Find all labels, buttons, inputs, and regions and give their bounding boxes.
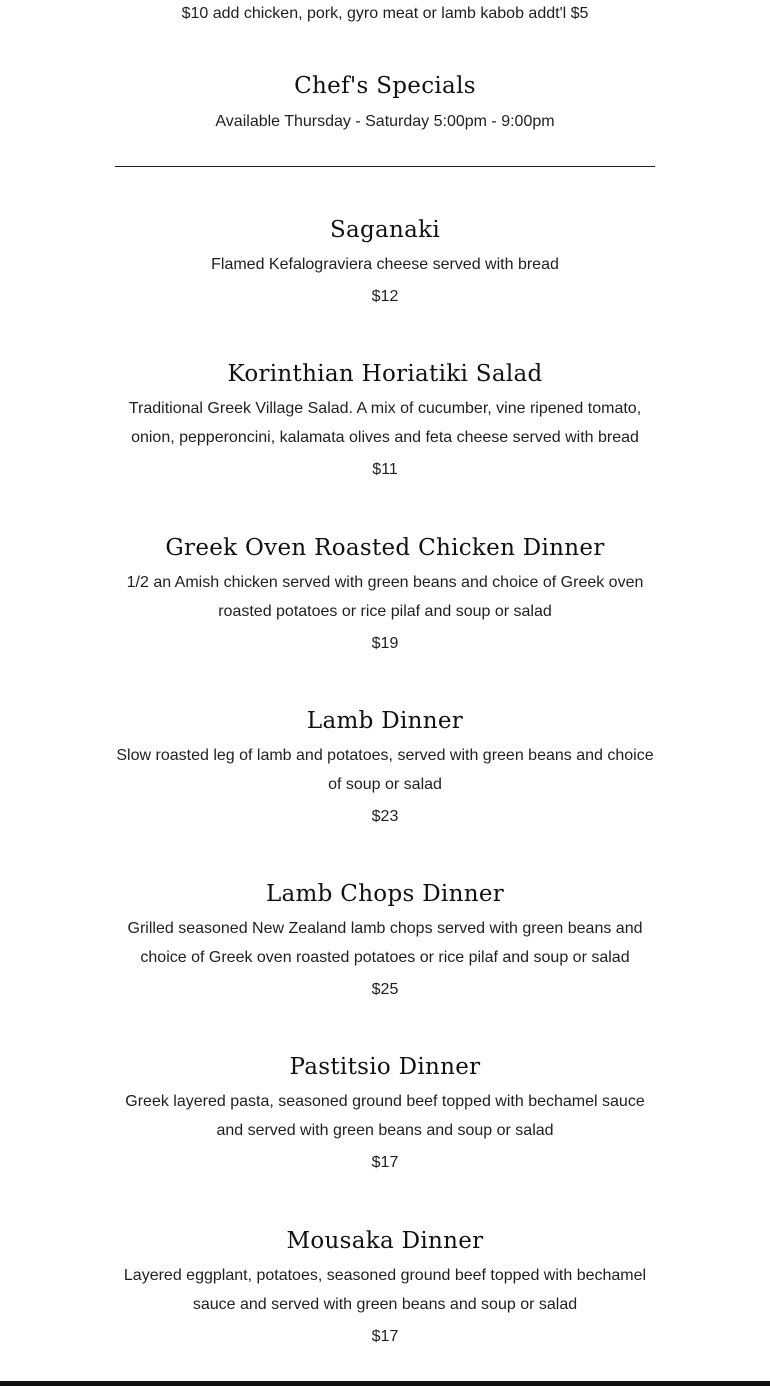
item-price: $25 (371, 981, 399, 998)
item-price: $11 (372, 461, 398, 478)
item-name: Lamb Chops Dinner (265, 881, 505, 907)
menu-item-roasted-chicken (110, 532, 660, 655)
addon-note: $10 add chicken, pork, gyro meat or lamb kabob addt'l $5 (181, 5, 589, 22)
section-availability: Available Thursday - Saturday 5:00pm - 9:00pm (215, 113, 555, 130)
item-price: $17 (371, 1154, 399, 1171)
item-description: Slow roasted leg of lamb and potatoes, served with green beans and choice of soup or salad (116, 747, 654, 793)
item-price: $12 (371, 288, 399, 305)
menu-item-lamb-dinner (110, 705, 660, 828)
section-title: Chef's Specials (294, 73, 476, 99)
item-description: Grilled seasoned New Zealand lamb chops served with green beans and choice of Greek oven roasted potatoes or rice pilaf and soup or salad (127, 920, 643, 966)
item-description: Layered eggplant, potatoes, seasoned ground beef topped with bechamel sauce and served with green beans and soup or salad (123, 1267, 647, 1313)
item-price: $23 (371, 808, 399, 825)
item-description: 1/2 an Amish chicken served with green beans and choice of Greek oven roasted potatoes or rice pilaf and soup or salad (126, 574, 644, 620)
bottom-bar (0, 1381, 770, 1386)
menu-item-pastitsio (110, 1051, 660, 1174)
item-name: Mousaka Dinner (286, 1228, 484, 1254)
item-name: Korinthian Horiatiki Salad (227, 361, 543, 387)
item-price: $17 (371, 1328, 399, 1345)
item-description: Greek layered pasta, seasoned ground beef topped with bechamel sauce and served with green beans and soup or salad (125, 1093, 645, 1139)
menu-item-horiatiki-salad (110, 358, 660, 481)
item-name: Greek Oven Roasted Chicken Dinner (165, 535, 605, 561)
menu-item-saganaki (110, 214, 660, 308)
item-price: $19 (371, 635, 399, 652)
item-name: Saganaki (329, 217, 441, 243)
item-name: Lamb Dinner (306, 708, 464, 734)
item-description: Traditional Greek Village Salad. A mix of cucumber, vine ripened tomato, onion, pepperoncini, kalamata olives and feta cheese served with bread (128, 400, 642, 446)
menu-item-lamb-chops (110, 878, 660, 1001)
menu-item-mousaka (110, 1225, 660, 1348)
item-description: Flamed Kefalograviera cheese served with bread (211, 256, 559, 273)
item-name: Pastitsio Dinner (289, 1054, 481, 1080)
section-divider (115, 166, 655, 167)
